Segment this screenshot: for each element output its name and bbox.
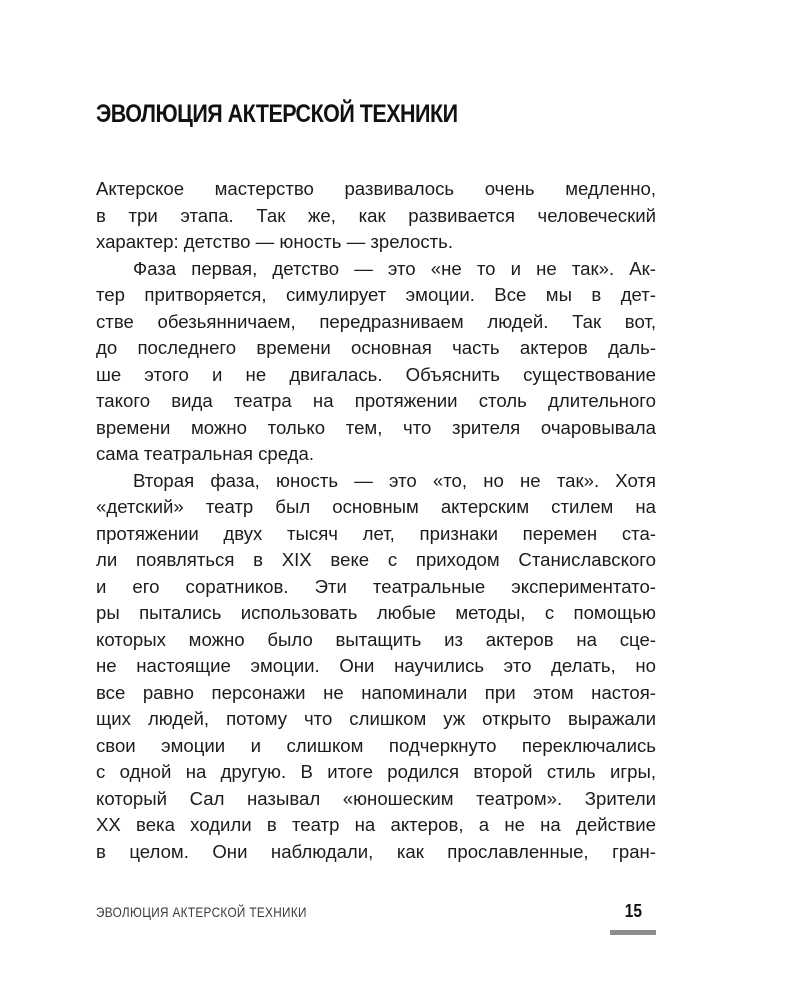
text-line: который Сал называл «юношеским театром». Зрители	[96, 787, 656, 809]
text-line: сама театральная среда.	[96, 443, 315, 464]
text-line: Вторая фаза, юность — это «то, но не так». Хотя	[133, 469, 656, 491]
text-line: все равно персонажи не напоминали при этом настоя-	[96, 681, 656, 703]
text-line: не настоящие эмоции. Они научились это делать, но	[96, 655, 656, 676]
text-line: протяжении двух тысяч лет, признаки перемен ста-	[96, 522, 656, 544]
text-line: XX века ходили в театр на актеров, а не на действие	[96, 814, 656, 835]
running-footer-title: ЭВОЛЮЦИЯ АКТЕРСКОЙ ТЕХНИКИ	[96, 904, 307, 920]
chapter-title: ЭВОЛЮЦИЯ АКТЕРСКОЙ ТЕХНИКИ	[96, 100, 458, 128]
text-line: тер притворяется, симулирует эмоции. Все мы в дет-	[96, 284, 656, 305]
text-line: щих людей, потому что слишком уж открыто выражали	[96, 708, 656, 729]
text-line: ли появляться в XIX веке с приходом Станиславского	[96, 549, 656, 570]
text-line: которых можно было вытащить из актеров на сце-	[96, 628, 656, 650]
text-line: в целом. Они наблюдали, как прославленные, гран-	[96, 840, 656, 862]
text-line: Актерское мастерство развивалось очень медленно,	[96, 178, 656, 199]
text-line: Фаза первая, детство — это «не то и не так». Ак-	[133, 257, 656, 279]
text-line: ше этого и не двигалась. Объяснить существование	[96, 363, 656, 385]
text-line: с одной на другую. В итоге родился второй стиль игры,	[96, 761, 656, 782]
text-line: «детский» театр был основным актерским стилем на	[96, 496, 656, 517]
body-text	[96, 176, 656, 865]
text-line: ры пытались использовать любые методы, с помощью	[96, 602, 656, 623]
text-line: в три этапа. Так же, как развивается человеческий	[96, 204, 656, 226]
text-line: времени можно только тем, что зрителя очаровывала	[96, 416, 656, 438]
page-number-underline	[610, 930, 656, 935]
text-line: до последнего времени основная часть актеров даль-	[96, 337, 656, 358]
page-number: 15	[624, 901, 642, 921]
text-line: стве обезьянничаем, передразниваем людей. Так вот,	[96, 310, 656, 332]
text-line: характер: детство — юность — зрелость.	[96, 231, 454, 252]
text-line: и его соратников. Эти театральные экспериментато-	[96, 575, 656, 597]
text-line: свои эмоции и слишком подчеркнуто переключались	[96, 734, 656, 756]
text-line: такого вида театра на протяжении столь длительного	[96, 390, 656, 411]
